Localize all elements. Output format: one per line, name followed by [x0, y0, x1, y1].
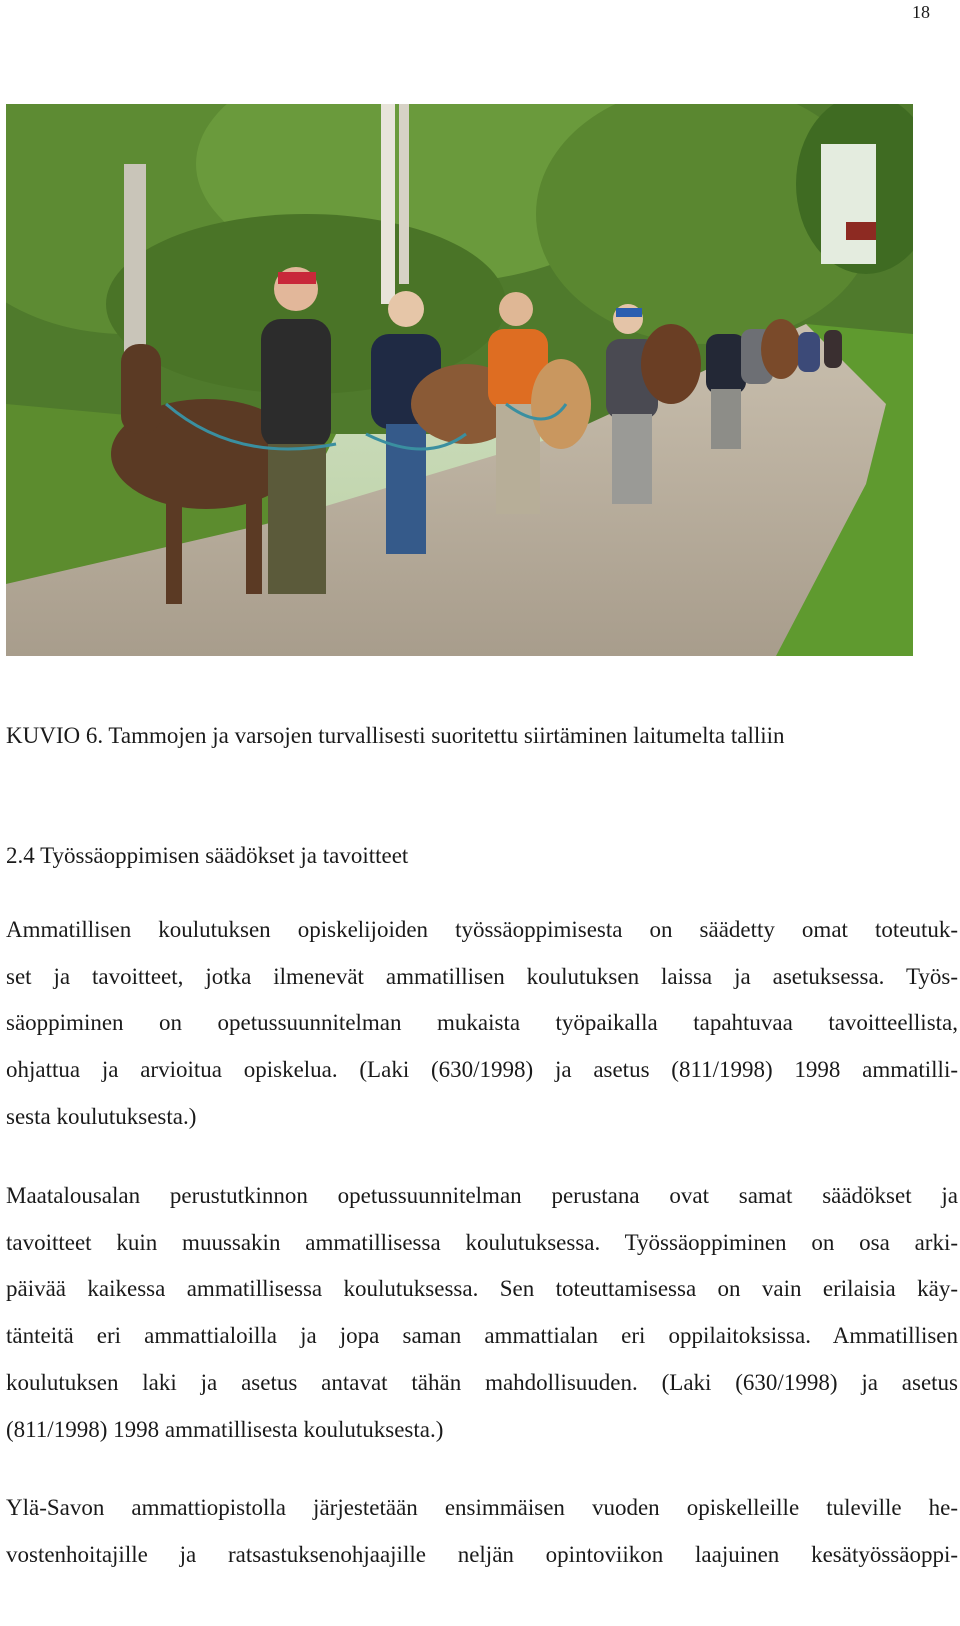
text-line: (811/1998) 1998 ammatillisesta koulutuksesta.): [6, 1416, 444, 1442]
text-line: koulutuksen laki ja asetus antavat tähän mahdollisuuden. (Laki (630/1998) ja asetus: [6, 1369, 958, 1395]
text-line: set ja tavoitteet, jotka ilmenevät ammatillisen koulutuksen laissa ja asetuksessa. Työs-: [6, 963, 958, 989]
text-line: Ylä-Savon ammattiopistolla järjestetään ensimmäisen vuoden opiskelleille tuleville he-: [6, 1495, 958, 1520]
text-line: ohjattua ja arvioitua opiskelua. (Laki (630/1998) ja asetus (811/1998) 1998 ammatilli-: [6, 1057, 958, 1083]
section-heading: 2.4 Työssäoppimisen säädökset ja tavoitteet: [6, 843, 409, 868]
paragraph-2: [6, 1173, 958, 1453]
paragraph-1: [6, 907, 958, 1141]
paragraph-3: [6, 1485, 958, 1578]
text-line: sesta koulutuksesta.): [6, 1103, 197, 1129]
text-line: Maatalousalan perustutkinnon opetussuunnitelman perustana ovat samat säädökset ja: [6, 1183, 958, 1208]
text-line: tavoitteet kuin muussakin ammatillisessa koulutuksessa. Työssäoppiminen on osa arki-: [6, 1229, 958, 1255]
text-line: päivää kaikessa ammatillisessa koulutuksessa. Sen toteuttamisessa on vain erilaisia käy-: [6, 1276, 958, 1302]
page-number: 18: [912, 2, 930, 22]
figure-photo: [6, 104, 913, 656]
text-line: säoppiminen on opetussuunnitelman mukaista työpaikalla tapahtuvaa tavoitteellista,: [6, 1010, 958, 1036]
text-line: Ammatillisen koulutuksen opiskelijoiden työssäoppimisesta on säädetty omat toteutuk-: [6, 917, 958, 942]
text-line: vostenhoitajille ja ratsastuksenohjaajille neljän opintoviikon laajuinen kesätyössäoppi-: [6, 1541, 958, 1567]
horses-walking-photo: [6, 104, 913, 656]
figure-caption: KUVIO 6. Tammojen ja varsojen turvallisesti suoritettu siirtäminen laitumelta talliin: [6, 723, 785, 748]
text-line: tänteitä eri ammattialoilla ja jopa saman ammattialan eri oppilaitoksissa. Ammatillisen: [6, 1323, 958, 1349]
